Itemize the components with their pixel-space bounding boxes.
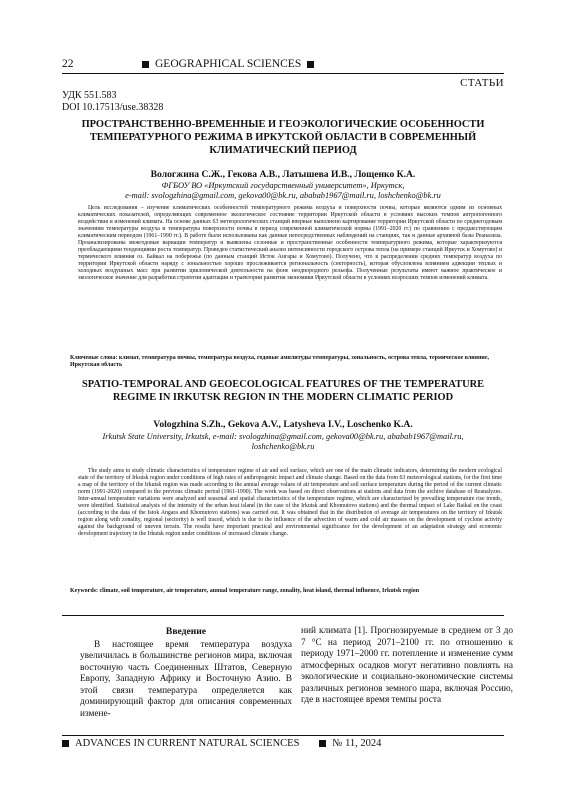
intro-heading: Введение [165,626,207,637]
footer-issue: № 11, 2024 [332,738,382,749]
doi[interactable]: DOI 10.17513/use.38328 [62,101,164,113]
article-meta [62,90,163,113]
affiliation-russian [62,181,504,202]
abstract-english: The study aims to study climatic characteristics of temperature regime of air and soil surface, which are one of the main climatic indicators, determining the modern ecological state of the territory of Irkutsk region under conditions of high rates of anthropogenic impact and climate change. Based on the data from 63 meteorological stations, for the first time a map of the territory of the Irkutsk region was made according to the annual average values of air temperature and soil surface temperature during the period of the current climatic norm (1991-2020) compared to the previous climatic period (1961-1990). The work was based on direct observations at stations and data from the archive database of Reanalyzes. Inter-annual temperature variations were analyzed and seasonal and spatial characteristics of the temperature regime, which are characterized by prevailing temperature rise trends, were identified. Statistical analysis of the intensity of the urban heat island (in the case of the Irkutsk and Khomutovo stations) and the thermal impact of Lake Baikal on the coast (according to the data of the Istok Angara and Khomutovo stations) was carried out. It was obtained that in the distribution of average air temperatures on the territory of Irkutsk region along with zonality, regional (sectority) is well traced, which is due to the influence of the advection of warm and cold air masses on the development of cyclone activity against the background of uneven terrain. The results have important practical and environmental significance for the development of an adaptation strategy and economic development trajectory in the Irkutsk region under conditions of increased climate change. [78,468,502,538]
body-column-left [80,626,292,720]
udc-code: УДК 551.583 [62,90,117,101]
emails-russian[interactable]: e-mail: svologzhina@gmail.com, gekova00@bk.ru, ababab1967@mail.ru, loshchenko@bk.ru [125,191,441,201]
keywords-russian: Ключевые слова: климат, температура почвы, температура воздуха, годовые амплитуды температуры, зональность, острова тепла, термическое влияние, Иркутская область [70,355,490,369]
page-header [62,56,504,72]
footer-rule [62,735,504,736]
square-bullet-icon [62,740,69,747]
square-bullet-icon [142,61,149,68]
square-bullet-icon [307,61,314,68]
header-rule [62,73,504,74]
page-footer [62,738,504,749]
body-column-right [301,626,513,707]
page-number: 22 [62,58,74,70]
keywords-english: Keywords: climate, soil temperature, air temperature, annual temperature range, zonality, heat island, thermal influence, Irkutsk region [70,588,420,594]
abstract-russian: Цель исследования – изучение климатических особенностей температурного режима воздуха и поверхности почвы, которые являются одним из основных климатических показателей, определяющих современное экологическое состояние территории Иркутской области в условиях высоких темпов антропогенного воздействия и изменений климата. На основе данных 63 метеорологических станций впервые выполнено картирование территории Иркутской области по среднегодовым значениям температуры воздуха и температуры поверхности почвы в период современной климатической нормы (1991–2020 гг.) по сравнению с предшествующим климатическим периодом (1961–1990 гг.). В работе были использованы как данные непосредственных наблюдений на станциях, так и данные архивной базы Реанализа. Проанализированы межгодовые вариации температур и выявлены сезонные и пространственные особенности температурного режима, которые характеризуются преобладающими тенденциями роста температур. Проведен статистический анализ интенсивности городского острова тепла (на примере станций Иркутск и Хомутово) и термического влияния оз. Байкал на побережье (по данным станций Исток Ангары и Хомутово). Получено, что в распределении средних температур воздуха по территории Иркутской области наряду с зональностью хорошо прослеживается региональность (секторность), которая обусловлена влиянием адвекции теплых и холодных воздушных масс при развитии циклонической деятельности на фоне неоднородного рельефа. Полученные результаты имеют важное практическое и экологическое значение для разработки стратегии адаптации и траектории развития экономики Иркутской области в условиях возросших темпов изменений климата. [78,205,502,282]
section-label: СТАТЬИ [460,77,504,89]
authors-english: Vologzhina S.Zh., Gekova A.V., Latysheva I.V., Loschenko K.A. [153,419,413,430]
body-divider [62,615,504,616]
title-russian: ПРОСТРАНСТВЕННО-ВРЕМЕННЫЕ И ГЕОЭКОЛОГИЧЕСКИЕ ОСОБЕННОСТИ ТЕМПЕРАТУРНОГО РЕЖИМА В ИРКУТСКОЙ ОБЛАСТИ В СОВРЕМЕННЫЙ КЛИМАТИЧЕСКИЙ ПЕРИОД [81,119,485,156]
intro-text-right: ний климата [1]. Прогнозируемые в среднем от 3 до 7 °С на период 2071–2100 гг. по отношению к периоду 1971–2000 гг. потепление и изменение сумм атмосферных осадков могут негативно повлиять на экологические и социально-экономические системы различных регионов земного шара, включая Россию, где в настоящее время темпы роста [301,626,513,705]
affiliation-org-russian: ФГБОУ ВО «Иркутский государственный университет», Иркутск, [161,181,405,190]
header-journal [142,58,314,70]
affiliation-english[interactable]: Irkutsk State University, Irkutsk, e-mail: svologzhina@gmail.com, gekova00@bk.ru, ababab1967@mail.ru, loshchenko@bk.ru [102,432,464,452]
title-english: SPATIO-TEMPORAL AND GEOECOLOGICAL FEATURES OF THE TEMPERATURE REGIME IN IRKUTSK REGION IN THE MODERN CLIMATIC PERIOD [81,379,485,403]
authors-russian: Вологжина С.Ж., Гекова А.В., Латышева И.В., Лощенко К.А. [150,169,416,180]
header-journal-title: GEOGRAPHICAL SCIENCES [155,58,302,70]
square-bullet-icon [319,740,326,747]
footer-journal-title: ADVANCES IN CURRENT NATURAL SCIENCES [75,738,300,749]
intro-text-left: В настоящее время температура воздуха увеличилась в большинстве регионов мира, включая восточную часть Соединенных Штатов, Северную Европу, Западную Африку и Восточную Азию. В этой связи температура определяется как доминирующий фактор для описания современных измене- [80,639,292,719]
